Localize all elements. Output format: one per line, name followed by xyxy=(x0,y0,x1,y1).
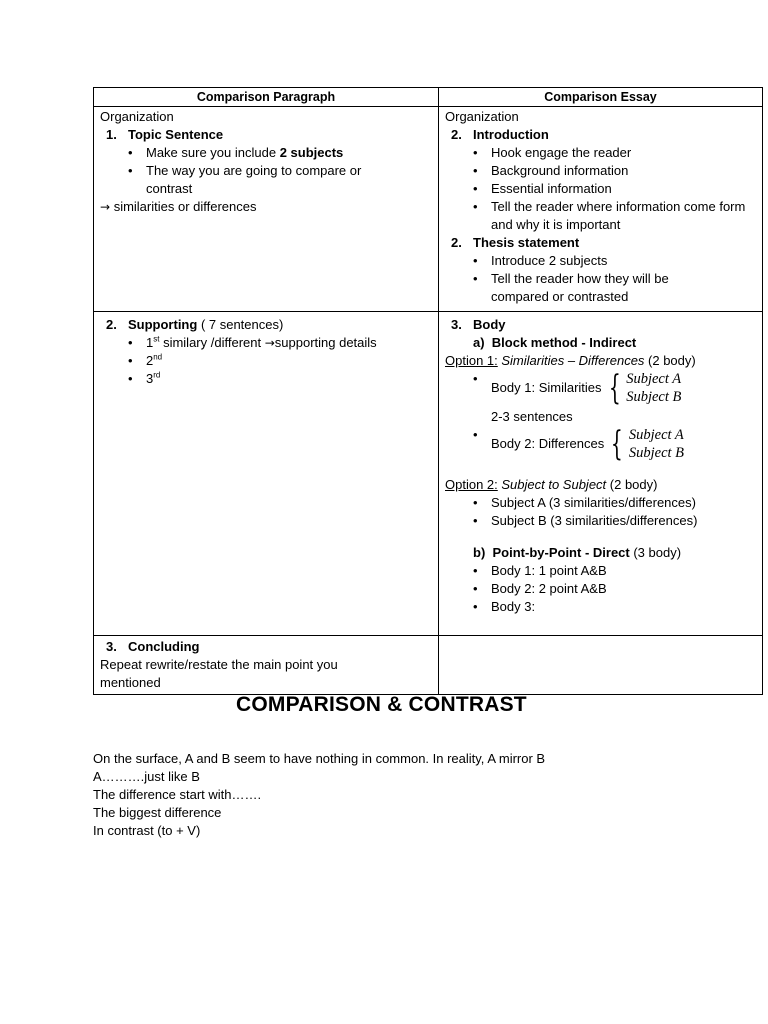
thesis-bullets xyxy=(445,252,756,306)
list-item: In contrast (to + V) xyxy=(93,823,201,838)
list-item: • Body 3: xyxy=(473,598,756,616)
supporting-bullets xyxy=(100,334,432,388)
list-item: The biggest difference xyxy=(93,805,222,820)
option-1-bullets xyxy=(445,370,756,406)
list-item: • The way you are going to compare or contrast xyxy=(128,162,396,198)
brace-icon: { xyxy=(608,368,621,408)
header-comparison-paragraph: Comparison Paragraph xyxy=(94,88,439,107)
table-row-concluding xyxy=(94,636,763,695)
essay-organization-cell xyxy=(439,107,763,312)
option-2-bullets xyxy=(445,494,756,530)
point-by-point-heading: b) Point-by-Point - Direct (3 body) xyxy=(473,545,682,560)
arrow-right-icon: → xyxy=(264,336,275,350)
list-item: • Subject A (3 similarities/differences) xyxy=(473,494,756,512)
block-method-heading: a) Block method - Indirect xyxy=(473,335,637,350)
list-item: • Body 2: Differences { Subject A Subject B xyxy=(473,426,756,462)
table-header-row xyxy=(94,88,763,107)
list-item: • Hook engage the reader xyxy=(473,144,756,162)
thesis-heading: 2. Thesis statement xyxy=(451,235,580,250)
organization-label: Organization xyxy=(100,109,174,124)
list-item: • Subject B (3 similarities/differences) xyxy=(473,512,756,530)
table-row-organization xyxy=(94,107,763,312)
list-item: A……….just like B xyxy=(93,769,200,784)
page-title: COMPARISON & CONTRAST xyxy=(236,693,527,716)
list-item: • Tell the reader where information come form and why it is important xyxy=(473,198,756,234)
list-item: • Introduce 2 subjects xyxy=(473,252,756,270)
list-item: On the surface, A and B seem to have nothing in common. In reality, A mirror B xyxy=(93,751,546,766)
list-item: • 2nd xyxy=(128,352,432,370)
comparison-table xyxy=(93,87,763,695)
organization-label: Organization xyxy=(445,109,519,124)
similarities-line: → similarities or differences xyxy=(100,199,257,214)
document-page xyxy=(93,87,762,695)
supporting-heading: 2. Supporting ( 7 sentences) xyxy=(106,317,284,332)
list-item: • Body 1: Similarities { Subject A Subject B xyxy=(473,370,756,406)
list-item: • Make sure you include 2 subjects xyxy=(128,144,432,162)
topic-sentence-heading: 1. Topic Sentence xyxy=(106,127,224,142)
introduction-bullets xyxy=(445,144,756,234)
table-row-supporting xyxy=(94,312,763,636)
essay-body-cell xyxy=(439,312,763,636)
option-2-line: Option 2: Subject to Subject (2 body) xyxy=(445,477,658,492)
phrase-list xyxy=(93,750,545,840)
arrow-right-icon: → xyxy=(100,200,111,214)
paragraph-organization-cell xyxy=(94,107,439,312)
list-item: • 1st similary /different →supporting details xyxy=(128,334,432,352)
point-by-point-bullets xyxy=(445,562,756,616)
list-item: • Tell the reader how they will be compared or contrasted xyxy=(473,270,711,306)
list-item: • Background information xyxy=(473,162,756,180)
paragraph-supporting-cell xyxy=(94,312,439,636)
list-item: • Essential information xyxy=(473,180,756,198)
topic-sentence-bullets xyxy=(100,144,432,198)
concluding-heading: 3. Concluding xyxy=(106,639,200,654)
brace-icon: { xyxy=(611,424,623,464)
body-heading: 3. Body xyxy=(451,317,506,332)
list-item: The difference start with……. xyxy=(93,787,262,802)
paragraph-concluding-cell xyxy=(94,636,439,695)
list-item: • Body 1: 1 point A&B xyxy=(473,562,756,580)
option-1-bullets-2 xyxy=(445,426,756,462)
list-item: • 3rd xyxy=(128,370,432,388)
option-1-line: Option 1: Similarities – Differences (2 body) xyxy=(445,353,696,368)
concluding-text: Repeat rewrite/restate the main point you mentioned xyxy=(100,657,338,690)
sentences-note: 2-3 sentences xyxy=(491,409,573,424)
header-comparison-essay: Comparison Essay xyxy=(439,88,763,107)
list-item: • Body 2: 2 point A&B xyxy=(473,580,756,598)
introduction-heading: 2. Introduction xyxy=(451,127,549,142)
essay-empty-cell xyxy=(439,636,763,695)
